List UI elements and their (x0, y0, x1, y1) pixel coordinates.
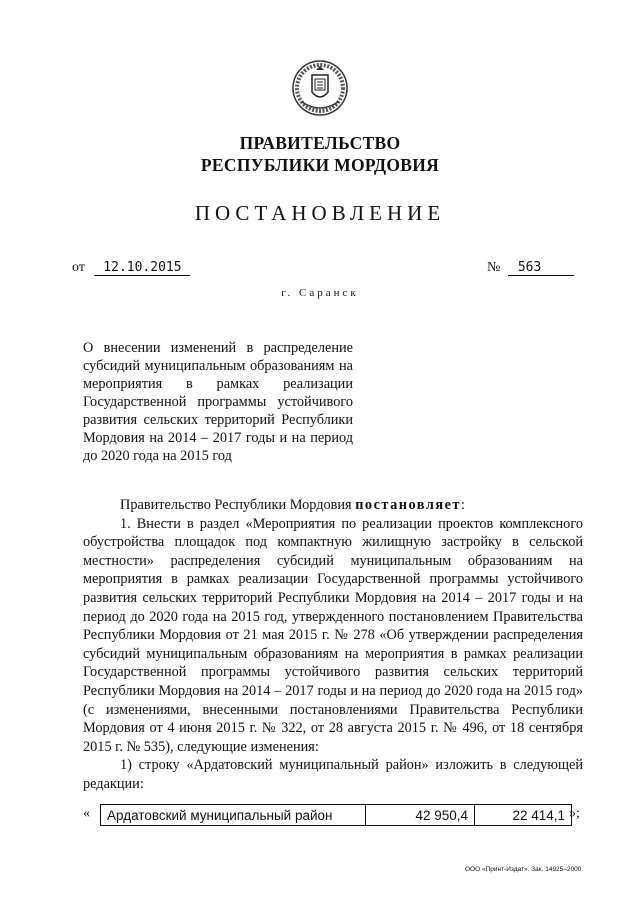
amended-row (83, 804, 583, 826)
table-cell-value-2: 22 414,1 (475, 805, 572, 826)
document-title: О внесении изменений в распределение субсидий муниципальным образованиям на мероприятия в рамках реализации Государственной программы устойчивого развития сельских территорий Республики Мордовия на 2014 – 2017 годы и на период до 2020 года на 2015 год (83, 340, 353, 464)
city: г. Саранск (281, 287, 359, 299)
coat-of-arms-emblem (290, 58, 350, 118)
document-date: 12.10.2015 (94, 260, 190, 276)
paragraph-2: 1) строку «Ардатовский муниципальный район» изложить в следующей редакции: (83, 757, 583, 792)
number-prefix: № (487, 260, 501, 275)
quote-open: « (83, 806, 90, 821)
document-body (83, 496, 583, 794)
document-type: ПОСТАНОВЛЕНИЕ (194, 201, 446, 225)
printer-footer: ООО «Принт-Издат». Зак. 14925–2000. (465, 866, 584, 873)
intro-emphasis: постановляет (355, 497, 461, 513)
date-line (72, 260, 190, 276)
organization-name-line2: РЕСПУБЛИКИ МОРДОВИЯ (200, 155, 440, 175)
organization-name-line1: ПРАВИТЕЛЬСТВО (239, 133, 401, 153)
intro-text: Правительство Республики Мордовия (120, 497, 356, 513)
number-line (487, 260, 574, 276)
table-row (101, 805, 572, 826)
paragraph-1: 1. Внести в раздел «Мероприятия по реализации проектов комплексного обустройства площадок под компактную жилищную застройку в сельской местности» распределения субсидий муниципальным образованиям на мероприятия в рамках реализации Государственной программы устойчивого развития сельских территорий Республики Мордовия на 2014 – 2017 годы и на период до 2020 года на 2015 год, утвержденного постановлением Правительства Республики Мордовия от 21 мая 2015 г. № 278 «Об утверждении распределения субсидий муниципальным образованиям на мероприятия в рамках реализации Государственной программы устойчивого развития сельских территорий Республики Мордовия на 2014 – 2017 годы и на период до 2020 года на 2015 год» (с изменениями, внесенными постановлениями Правительства Республики Мордовия от 4 июня 2015 г. № 322, от 28 августа 2015 г. № 496, от 18 сентября 2015 г. № 535), следующие изменения: (83, 515, 583, 755)
table-cell-district: Ардатовский муниципальный район (101, 805, 366, 826)
amended-row-table (100, 804, 572, 826)
document-number: 563 (508, 260, 574, 276)
quote-close: »; (569, 806, 580, 821)
intro-colon: : (460, 497, 465, 513)
table-cell-value-1: 42 950,4 (366, 805, 475, 826)
intro-paragraph (83, 496, 583, 515)
date-prefix: от (72, 260, 85, 275)
